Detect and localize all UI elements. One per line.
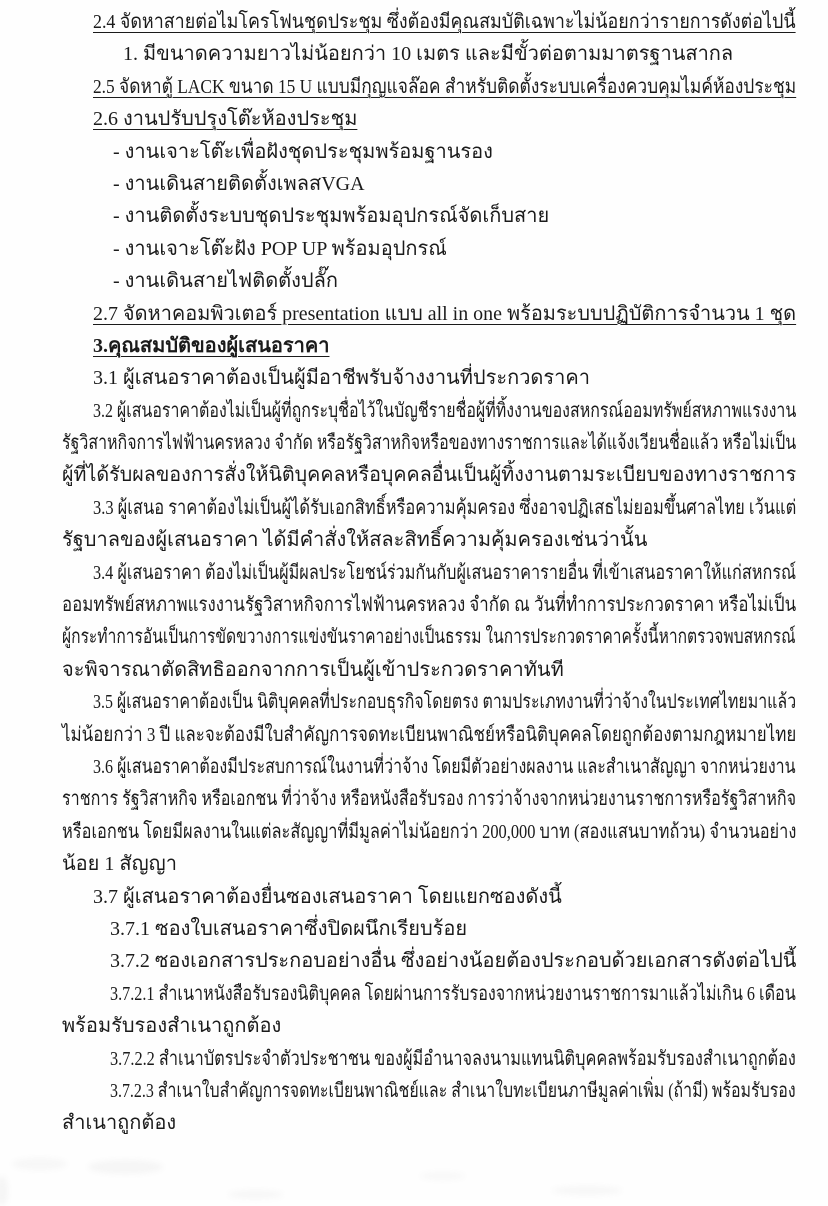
text-run: จะพิจารณาตัดสิทธิออกจากการเป็นผู้เข้าประกวดราคาทันที	[62, 658, 564, 681]
text-line	[62, 298, 796, 330]
text-run: 3.7.1 ซองใบเสนอราคาซึ่งปิดผนึกเรียบร้อย	[110, 917, 468, 940]
scan-artifact	[0, 1176, 8, 1206]
text-line	[62, 1075, 796, 1107]
text-line	[62, 6, 796, 38]
text-run: - งานเดินสายติดตั้งเพลสVGA	[113, 172, 365, 195]
text-run: 2.7 จัดหาคอมพิวเตอร์ presentation แบบ all in one พร้อมระบบปฏิบัติการจำนวน 1 ชุด	[93, 302, 797, 325]
text-run: 3.7 ผู้เสนอราคาต้องยื่นซองเสนอราคา โดยแยกซองดังนี้	[93, 885, 562, 908]
text-line	[62, 654, 796, 686]
text-line	[62, 459, 796, 491]
text-run: ออมทรัพย์สหภาพแรงงานรัฐวิสาหกิจการไฟฟ้านครหลวง จำกัด ณ วันที่ทำการประกวดราคา หรือไม่เป็น	[62, 594, 797, 617]
text-line	[62, 816, 796, 848]
text-line	[62, 71, 796, 103]
text-run: 2.4 จัดหาสายต่อไมโครโฟนชุดประชุม ซึ่งต้องมีคุณสมบัติเฉพาะไม่น้อยกว่ารายการดังต่อไปนี้	[93, 11, 796, 33]
text-line	[62, 848, 796, 880]
text-line	[62, 686, 796, 718]
text-line	[62, 233, 796, 265]
text-run: หรือเอกชน โดยมีผลงานในแต่ละสัญญาที่มีมูลค่าไม่น้อยกว่า 200,000 บาท (สองแสนบาทถ้วน) จำนวนอย่าง	[62, 820, 797, 843]
text-run: - งานเจาะโต๊ะเพื่อฝังชุดประชุมพร้อมฐานรอง	[113, 140, 493, 163]
text-line	[62, 1107, 796, 1139]
text-run: ผู้ที่ได้รับผลของการสั่งให้นิติบุคคลหรือบุคคลอื่นเป็นผู้ทิ้งงานตามระเบียบของทางราชการ	[62, 464, 797, 487]
text-run: ราชการ รัฐวิสาหกิจ หรือเอกชน ที่ว่าจ้าง หรือหนังสือรับรอง การว่าจ้างจากหน่วยงานราชการหรือรัฐวิสาหกิจ	[62, 788, 797, 811]
document-body	[62, 6, 796, 1140]
scan-artifact	[228, 1190, 283, 1199]
text-line	[62, 136, 796, 168]
scan-artifact	[88, 1160, 163, 1174]
text-run: 3.7.2.3 สำเนาใบสำคัญการจดทะเบียนพาณิชย์และ สำเนาใบทะเบียนภาษีมูลค่าเพิ่ม (ถ้ามี) พร้อมรับรอง	[110, 1079, 796, 1102]
text-run: 3.7.2 ซองเอกสารประกอบอย่างอื่น ซึ่งอย่างน้อยต้องประกอบด้วยเอกสารดังต่อไปนี้	[110, 950, 797, 973]
text-line	[62, 362, 796, 394]
text-run: 3.5 ผู้เสนอราคาต้องเป็น นิติบุคคลที่ประกอบธุรกิจโดยตรง ตามประเภทงานที่ว่าจ้างในประเทศไทยมาแล้ว	[93, 691, 797, 714]
text-run: 3.3 ผู้เสนอ ราคาต้องไม่เป็นผู้ได้รับเอกสิทธิ์หรือความคุ้มครอง ซึ่งอาจปฏิเสธไม่ยอมขึ้นศาลไทย เว้นแต่	[93, 496, 797, 519]
scan-artifact	[420, 1172, 465, 1180]
text-run: 3.6 ผู้เสนอราคาต้องมีประสบการณ์ในงานที่ว่าจ้าง โดยมีตัวอย่างผลงาน และสำเนาสัญญา จากหน่วยงาน	[93, 755, 796, 778]
text-line	[62, 427, 796, 459]
text-line	[62, 945, 796, 977]
text-line	[62, 1010, 796, 1042]
text-run: รัฐวิสาหกิจการไฟฟ้านครหลวง จำกัด หรือรัฐวิสาหกิจหรือของทางราชการและได้แจ้งเวียนชื่อแล้ว หรือไม่เป็น	[62, 432, 797, 455]
text-line	[62, 524, 796, 556]
text-line	[62, 783, 796, 815]
text-run: 3.7.2.2 สำเนาบัตรประจำตัวประชาชน ของผู้มีอำนาจลงนามแทนนิติบุคคลพร้อมรับรองสำเนาถูกต้อง	[110, 1047, 796, 1070]
text-line	[62, 395, 796, 427]
text-line	[62, 557, 796, 589]
text-run: 3.1 ผู้เสนอราคาต้องเป็นผู้มีอาชีพรับจ้างงานที่ประกวดราคา	[93, 367, 590, 390]
text-run: 3.2 ผู้เสนอราคาต้องไม่เป็นผู้ที่ถูกระบุชื่อไว้ในบัญชีรายชื่อผู้ที่ทิ้งงานของสหกรณ์ออมทรัพย์สหภาพแรงงาน	[93, 399, 797, 422]
text-line	[62, 168, 796, 200]
text-run: 3.7.2.1 สำเนาหนังสือรับรองนิติบุคคล โดยผ่านการรับรองจากหน่วยงานราชการมาแล้วไม่เกิน 6 เดือน	[110, 982, 796, 1005]
text-run: สำเนาถูกต้อง	[62, 1112, 177, 1135]
text-line	[62, 881, 796, 913]
text-line	[62, 719, 796, 751]
text-line	[62, 589, 796, 621]
section-heading: 3.คุณสมบัติของผู้เสนอราคา	[93, 334, 330, 357]
text-run: พร้อมรับรองสำเนาถูกต้อง	[62, 1015, 282, 1038]
scan-artifact	[12, 1158, 67, 1170]
text-run: 1. มีขนาดความยาวไม่น้อยกว่า 10 เมตร และมีขั้วต่อตามมาตรฐานสากล	[123, 43, 734, 66]
text-line	[62, 1043, 796, 1075]
text-line	[62, 103, 796, 135]
text-line	[62, 330, 796, 362]
text-line	[62, 38, 796, 70]
text-line	[62, 265, 796, 297]
text-run: - งานติดตั้งระบบชุดประชุมพร้อมอุปกรณ์จัดเก็บสาย	[113, 205, 550, 228]
text-run: - งานเจาะโต๊ะฝัง POP UP พร้อมอุปกรณ์	[113, 237, 447, 260]
text-line	[62, 492, 796, 524]
text-run: ไม่น้อยกว่า 3 ปี และจะต้องมีใบสำคัญการจดทะเบียนพาณิชย์หรือนิติบุคคลโดยถูกต้องตามกฎหมายไทย	[62, 723, 797, 746]
text-run: ผู้กระทำการอันเป็นการขัดขวางการแข่งขันราคาอย่างเป็นธรรม ในการประกวดราคาครั้งนี้หากตรวจพบสหกรณ์	[62, 626, 796, 649]
text-run: - งานเดินสายไฟติดตั้งปลั๊ก	[113, 270, 338, 293]
text-run: 2.5 จัดหาตู้ LACK ขนาด 15 U แบบมีกุญแจล๊อค สำหรับติดตั้งระบบเครื่องควบคุมไมค์ห้องประชุม	[93, 75, 797, 98]
text-run: 3.4 ผู้เสนอราคา ต้องไม่เป็นผู้มีผลประโยชน์ร่วมกันกับผู้เสนอราคารายอื่น ที่เข้าเสนอราคาให้แก่สหกรณ์	[93, 561, 797, 584]
text-line	[62, 621, 796, 653]
text-run: 2.6 งานปรับปรุงโต๊ะห้องประชุม	[93, 108, 358, 131]
scan-artifact	[552, 1186, 622, 1195]
text-line	[62, 200, 796, 232]
text-run: น้อย 1 สัญญา	[62, 853, 177, 876]
text-line	[62, 978, 796, 1010]
text-line	[62, 751, 796, 783]
text-run: รัฐบาลของผู้เสนอราคา ได้มีคำสั่งให้สละสิทธิ์ความคุ้มครองเช่นว่านั้น	[62, 529, 648, 552]
text-line	[62, 913, 796, 945]
